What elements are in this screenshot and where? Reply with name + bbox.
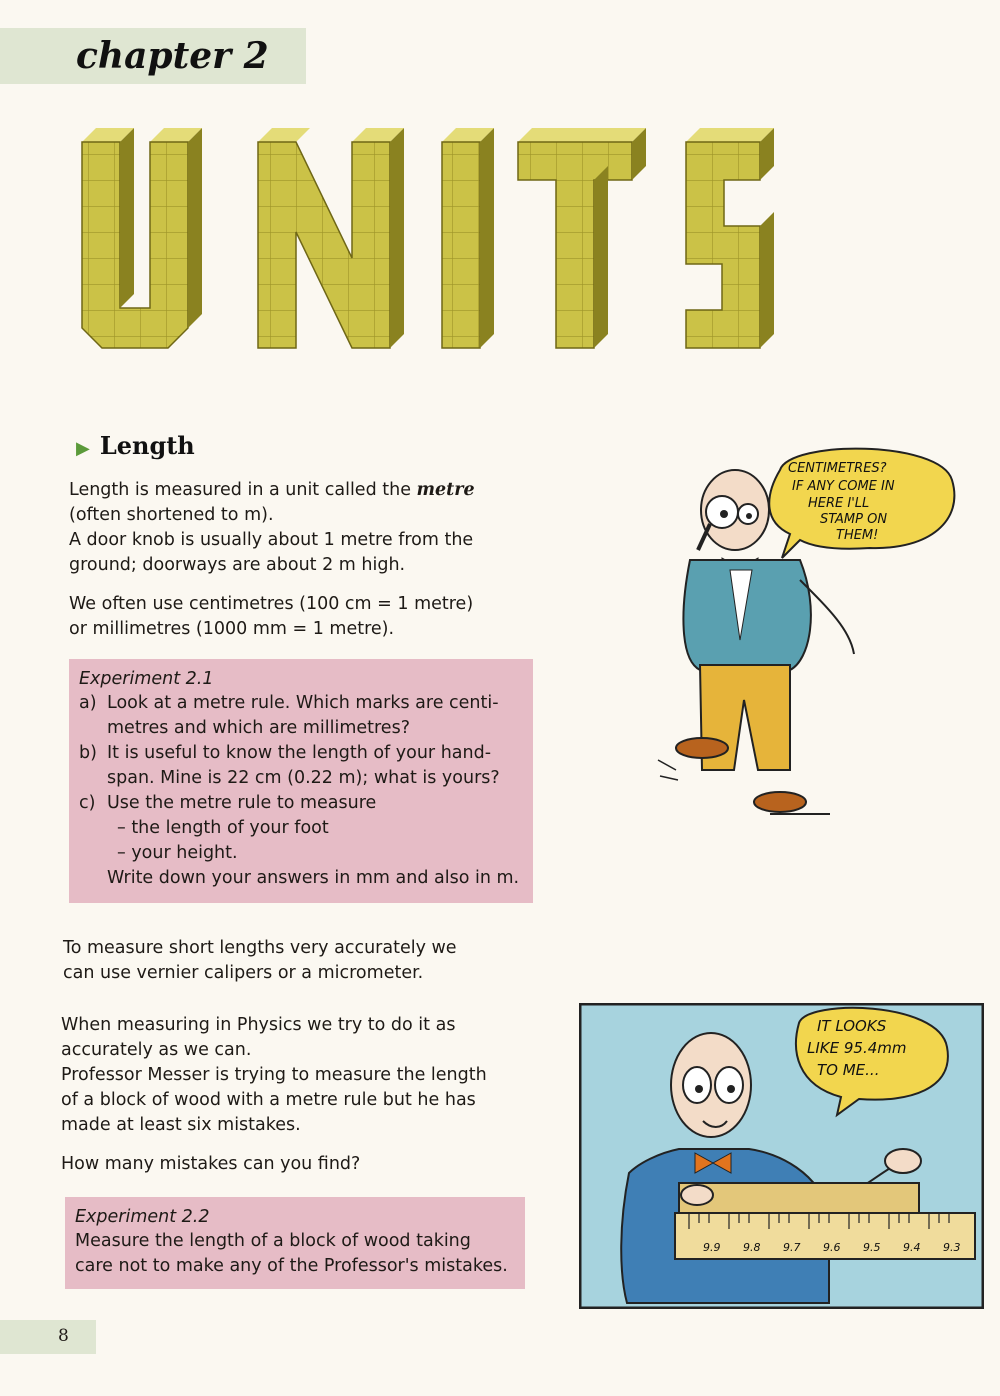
professor-line: made at least six mistakes. bbox=[61, 1115, 301, 1135]
units-line: or millimetres (1000 mm = 1 metre). bbox=[69, 619, 395, 639]
chapter-title: chapter 2 bbox=[76, 35, 269, 77]
experiment-line: care not to make any of the Professor's mistakes. bbox=[75, 1256, 508, 1276]
professor-paragraph bbox=[61, 1013, 541, 1138]
units-title bbox=[62, 128, 782, 378]
intro-line: (often shortened to m). bbox=[69, 505, 274, 525]
svg-text:IF ANY COME IN: IF ANY COME IN bbox=[792, 479, 895, 494]
experiment-step-c-item: – the length of your foot bbox=[117, 818, 329, 838]
letter-i bbox=[442, 128, 494, 348]
speech-bubble bbox=[769, 449, 954, 558]
question-line: How many mistakes can you find? bbox=[61, 1154, 361, 1174]
svg-text:9.6: 9.6 bbox=[823, 1241, 841, 1254]
letter-t bbox=[518, 128, 646, 348]
svg-text:HERE I'LL: HERE I'LL bbox=[808, 496, 870, 511]
experiment-step-b: b) It is useful to know the length of your hand- bbox=[79, 743, 492, 763]
units-line: We often use centimetres (100 cm = 1 metre) bbox=[69, 594, 474, 614]
experiment-step-a-cont: metres and which are millimetres? bbox=[107, 718, 410, 738]
experiment-step-a: a) Look at a metre rule. Which marks are centi- bbox=[79, 693, 499, 713]
professor-line: Professor Messer is trying to measure the length bbox=[61, 1065, 487, 1085]
experiment-line: Measure the length of a block of wood taking bbox=[75, 1231, 471, 1251]
letter-u bbox=[82, 128, 202, 348]
letter-n bbox=[258, 128, 404, 348]
svg-text:9.9: 9.9 bbox=[703, 1241, 721, 1254]
experiment-step-c-cont: Write down your answers in mm and also in m. bbox=[107, 868, 520, 888]
measure-line: can use vernier calipers or a micrometer. bbox=[63, 963, 424, 983]
professor-ruler-cartoon bbox=[579, 1003, 984, 1309]
letter-s bbox=[686, 128, 774, 348]
svg-text:9.5: 9.5 bbox=[863, 1241, 881, 1254]
professor-magnifier-cartoon bbox=[640, 440, 970, 830]
footer-tab bbox=[0, 1320, 96, 1354]
experiment-step-c-item: – your height. bbox=[117, 843, 238, 863]
measure-paragraph bbox=[63, 936, 533, 986]
professor-line: of a block of wood with a metre rule but he has bbox=[61, 1090, 476, 1110]
intro-line: Length is measured in a unit called the metre bbox=[69, 480, 475, 500]
svg-text:9.8: 9.8 bbox=[743, 1241, 761, 1254]
svg-text:9.3: 9.3 bbox=[943, 1241, 961, 1254]
svg-text:TO ME...: TO ME... bbox=[817, 1061, 880, 1079]
question-paragraph bbox=[61, 1152, 541, 1177]
svg-text:CENTIMETRES?: CENTIMETRES? bbox=[788, 461, 887, 476]
intro-paragraph bbox=[69, 478, 539, 578]
svg-text:9.7: 9.7 bbox=[783, 1241, 801, 1254]
svg-text:9.4: 9.4 bbox=[903, 1241, 921, 1254]
units-paragraph bbox=[69, 592, 539, 642]
svg-text:LIKE 95.4mm: LIKE 95.4mm bbox=[807, 1039, 907, 1057]
svg-text:STAMP ON: STAMP ON bbox=[820, 512, 888, 527]
page-number: 8 bbox=[58, 1326, 69, 1346]
professor-line: When measuring in Physics we try to do it as bbox=[61, 1015, 456, 1035]
section-title: Length bbox=[99, 431, 195, 460]
svg-text:IT LOOKS: IT LOOKS bbox=[817, 1017, 887, 1035]
experiment-step-c: c) Use the metre rule to measure bbox=[79, 793, 377, 813]
section-heading bbox=[76, 430, 195, 465]
intro-line: A door knob is usually about 1 metre from the bbox=[69, 530, 474, 550]
svg-text:THEM!: THEM! bbox=[836, 528, 879, 543]
experiment-title: Experiment 2.2 bbox=[75, 1207, 210, 1227]
measure-line: To measure short lengths very accurately we bbox=[63, 938, 457, 958]
triangle-bullet-icon: ▶ bbox=[76, 438, 90, 459]
experiment-2-1-box bbox=[69, 659, 533, 903]
experiment-step-b-cont: span. Mine is 22 cm (0.22 m); what is yours? bbox=[107, 768, 500, 788]
wood-block bbox=[679, 1183, 919, 1213]
experiment-2-2-box bbox=[65, 1197, 525, 1289]
professor-line: accurately as we can. bbox=[61, 1040, 252, 1060]
experiment-title: Experiment 2.1 bbox=[79, 669, 214, 689]
intro-line: ground; doorways are about 2 m high. bbox=[69, 555, 406, 575]
